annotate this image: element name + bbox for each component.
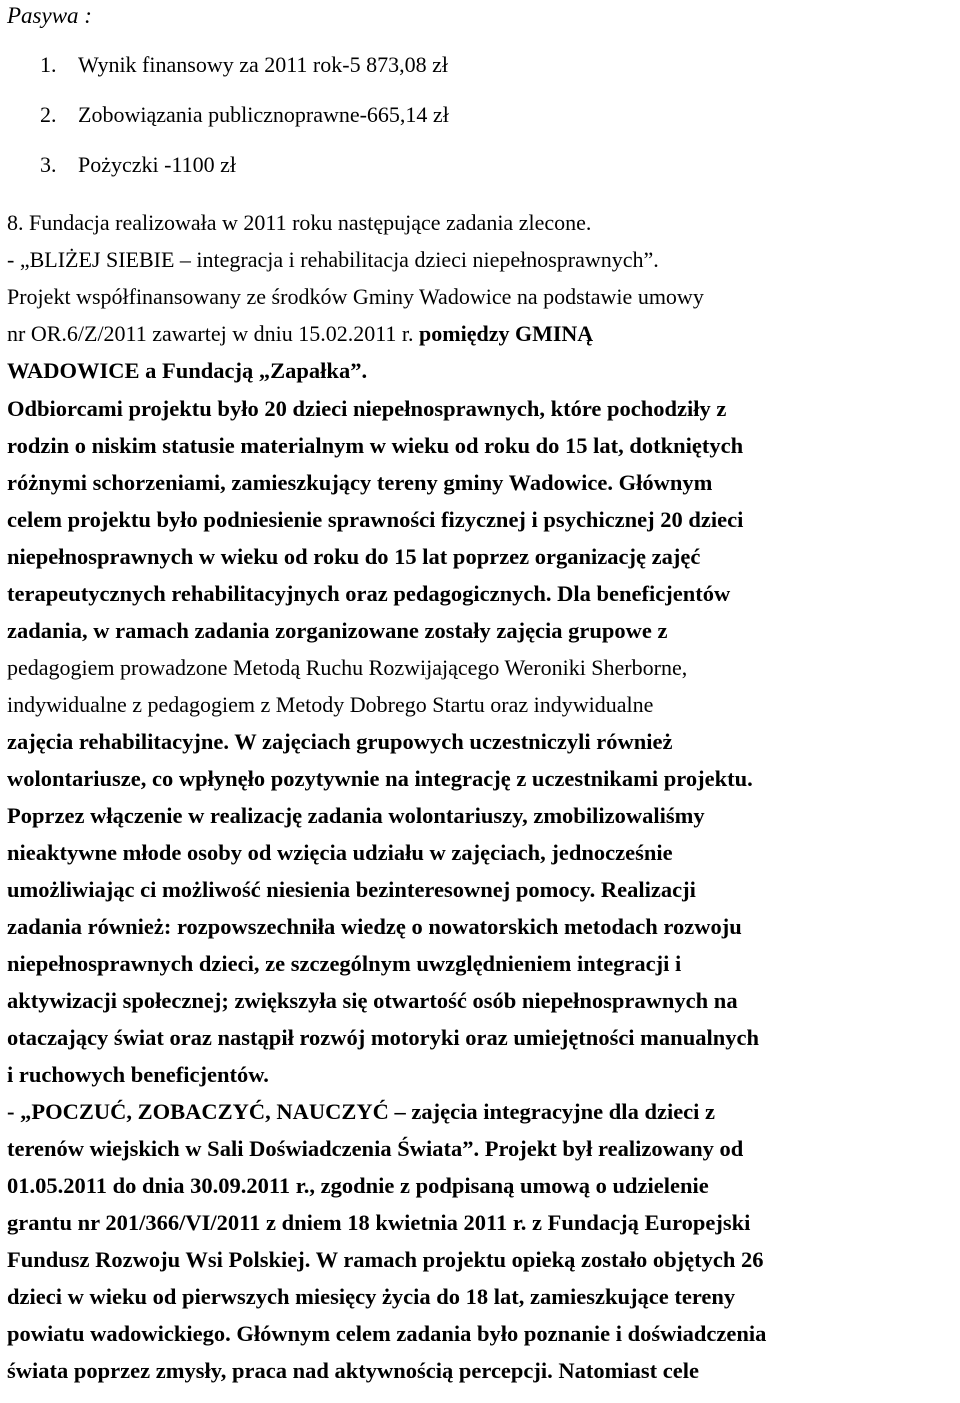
- paragraph-line: WADOWICE a Fundacją „Zapałka”.: [7, 358, 368, 383]
- paragraph-line: zadania, w ramach zadania zorganizowane zostały zajęcia grupowe z: [7, 618, 668, 643]
- paragraph-line: 01.05.2011 do dnia 30.09.2011 r., zgodnie z podpisaną umową o udzielenie: [7, 1173, 709, 1198]
- liability-item: [40, 154, 236, 176]
- list-text: Zobowiązania publicznoprawne-665,14 zł: [78, 102, 449, 127]
- project-title: - „BLIŻEJ SIEBIE – integracja i rehabilitacja dzieci niepełnosprawnych”.: [7, 247, 659, 272]
- paragraph-line: celem projektu było podniesienie sprawności fizycznej i psychicznej 20 dzieci: [7, 507, 744, 532]
- paragraph-line: zajęcia rehabilitacyjne. W zajęciach grupowych uczestniczyli również: [7, 729, 673, 754]
- section-heading: Pasywa :: [7, 3, 92, 28]
- list-text: Wynik finansowy za 2011 rok-5 873,08 zł: [78, 52, 448, 77]
- paragraph-line: Fundusz Rozwoju Wsi Polskiej. W ramach projektu opieką zostało objętych 26: [7, 1247, 764, 1272]
- paragraph-line: świata poprzez zmysły, praca nad aktywnością percepcji. Natomiast cele: [7, 1358, 699, 1383]
- paragraph-line: i ruchowych beneficjentów.: [7, 1062, 269, 1087]
- paragraph-line: powiatu wadowickiego. Głównym celem zadania było poznanie i doświadczenia: [7, 1321, 767, 1346]
- paragraph-line: rodzin o niskim statusie materialnym w wieku od roku do 15 lat, dotkniętych: [7, 433, 744, 458]
- paragraph-line: zadania również: rozpowszechniła wiedzę o nowatorskich metodach rozwoju: [7, 914, 742, 939]
- list-text: Pożyczki -1100 zł: [78, 152, 237, 177]
- paragraph-line: niepełnosprawnych w wieku od roku do 15 lat poprzez organizację zajęć: [7, 544, 701, 569]
- paragraph-line: Projekt współfinansowany ze środków Gminy Wadowice na podstawie umowy: [7, 284, 704, 309]
- paragraph-line: otaczający świat oraz nastąpił rozwój motoryki oraz umiejętności manualnych: [7, 1025, 759, 1050]
- line-part-bold: pomiędzy GMINĄ: [419, 321, 594, 346]
- list-number: 1.: [40, 52, 57, 77]
- paragraph-line: Poprzez włączenie w realizację zadania wolontariuszy, zmobilizowaliśmy: [7, 803, 705, 828]
- section-intro: 8. Fundacja realizowała w 2011 roku następujące zadania zlecone.: [7, 210, 592, 235]
- line-part: nr OR.6/Z/2011 zawartej w dniu 15.02.2011 r.: [7, 321, 420, 346]
- paragraph-line: terapeutycznych rehabilitacyjnych oraz pedagogicznych. Dla beneficjentów: [7, 581, 731, 606]
- paragraph-line: grantu nr 201/366/VI/2011 z dniem 18 kwietnia 2011 r. z Fundacją Europejski: [7, 1210, 751, 1235]
- paragraph-line: nieaktywne młode osoby od wzięcia udziału w zajęciach, jednocześnie: [7, 840, 673, 865]
- list-number: 3.: [40, 152, 57, 177]
- project-title: - „POCZUĆ, ZOBACZYĆ, NAUCZYĆ – zajęcia integracyjne dla dzieci z: [7, 1099, 716, 1124]
- list-number: 2.: [40, 102, 57, 127]
- paragraph-line: pedagogiem prowadzone Metodą Ruchu Rozwijającego Weroniki Sherborne,: [7, 655, 688, 680]
- paragraph-line: aktywizacji społecznej; zwiększyła się otwartość osób niepełnosprawnych na: [7, 988, 738, 1013]
- liability-item: [40, 104, 449, 126]
- paragraph-line: różnymi schorzeniami, zamieszkujący tereny gminy Wadowice. Głównym: [7, 470, 713, 495]
- paragraph-line: terenów wiejskich w Sali Doświadczenia Świata”. Projekt był realizowany od: [7, 1136, 744, 1161]
- paragraph-line: indywidualne z pedagogiem z Metody Dobrego Startu oraz indywidualne: [7, 692, 654, 717]
- paragraph-line: wolontariusze, co wpłynęło pozytywnie na integrację z uczestnikami projektu.: [7, 766, 753, 791]
- paragraph-line: [7, 323, 593, 345]
- liability-item: [40, 54, 448, 76]
- paragraph-line: umożliwiając ci możliwość niesienia bezinteresownej pomocy. Realizacji: [7, 877, 696, 902]
- paragraph-line: niepełnosprawnych dzieci, ze szczególnym uwzględnieniem integracji i: [7, 951, 682, 976]
- paragraph-line: dzieci w wieku od pierwszych miesięcy życia do 18 lat, zamieszkujące tereny: [7, 1284, 736, 1309]
- paragraph-line: Odbiorcami projektu było 20 dzieci niepełnosprawnych, które pochodziły z: [7, 396, 727, 421]
